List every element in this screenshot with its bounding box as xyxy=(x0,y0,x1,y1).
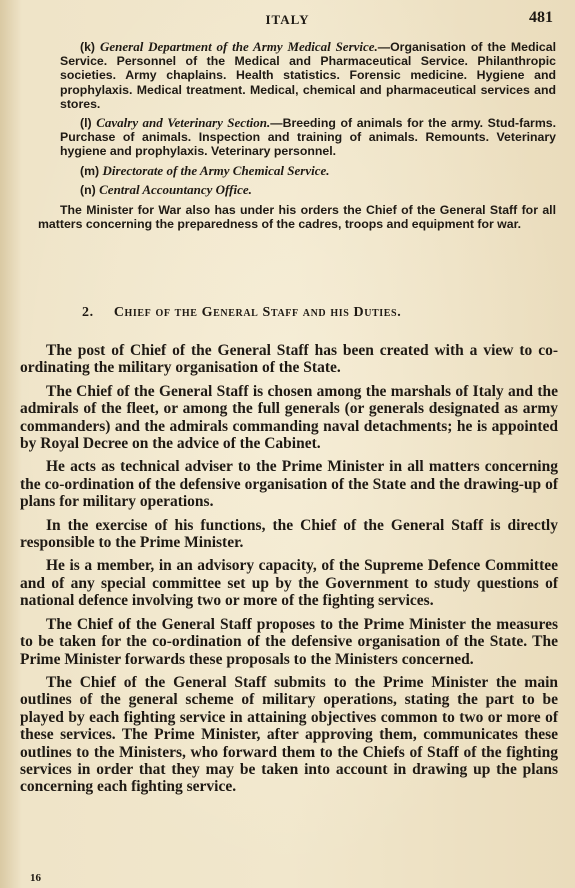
item-title: Directorate of the Army Chemical Service. xyxy=(102,162,330,178)
body-text xyxy=(20,342,558,802)
item-marker: (m) xyxy=(80,163,100,178)
item-marker: (l) xyxy=(80,116,92,131)
item-marker: (k) xyxy=(80,40,96,54)
list-item-k xyxy=(60,40,556,111)
minister-note: The Minister for War also has under his orders the Chief of the General Staff for all matters concerning the preparedness of the cadres, troops and equipment for war. xyxy=(38,203,556,232)
page-number: 481 xyxy=(529,9,553,26)
section-heading xyxy=(82,305,552,321)
paragraph: The Chief of the General Staff proposes to the Prime Minister the measures to be taken for the co-ordination of the defensive organisation of the State. The Prime Minister forwards these proposals to the Ministers concerned. xyxy=(20,615,558,668)
list-item-n xyxy=(60,183,556,197)
list-item-m xyxy=(60,164,556,178)
running-head xyxy=(0,8,575,30)
item-marker: (n) xyxy=(80,182,96,197)
signature-mark: 16 xyxy=(30,872,41,884)
section-number: 2. xyxy=(82,305,94,320)
section-title: Chief of the General Staff and his Duties. xyxy=(113,305,402,320)
item-title: Central Accountancy Office. xyxy=(99,181,252,197)
item-title: General Department of the Army Medical Service. xyxy=(100,39,378,54)
list-item-l xyxy=(60,116,556,159)
paragraph: The Chief of the General Staff submits to the Prime Minister the main outlines of the general scheme of military operations, stating the part to be played by each fighting service in attaining objectives common to two or more of these services. The Prime Minister, after approving them, communicates these outlines to the Ministers, who forward them to the Chiefs of Staff of the fighting services in order that they may be taken into account in drawing up the plans concerning each fighting service. xyxy=(20,673,558,796)
paragraph: The post of Chief of the General Staff has been created with a view to co-ordinating the military organisation of the State. xyxy=(20,342,558,377)
paragraph: He is a member, in an advisory capacity, of the Supreme Defence Committee and of any special committee set up by the Government to study questions of national defence involving two or more of the fighting services. xyxy=(20,557,558,610)
paragraph: In the exercise of his functions, the Chief of the General Staff is directly responsible to the Prime Minister. xyxy=(20,516,558,552)
item-text: —Organisation of the Medical Service. Personnel of the Medical and Pharmaceutical Service. Philanthropic societies. Army chaplains. Health statistics. Forensic medicine. Hygiene and prophylaxis. Medical treatment. Medical, chemical and pharmaceutical services and stores. xyxy=(60,40,556,111)
department-list xyxy=(38,39,557,236)
item-title: Cavalry and Veterinary Section. xyxy=(96,115,271,131)
item-text: —Breeding of animals for the army. Stud-farms. Purchase of animals. Inspection and training of animals. Remounts. Veterinary hygiene and prophylaxis. Veterinary personnel. xyxy=(60,116,557,159)
paragraph: He acts as technical adviser to the Prime Minister in all matters concerning the co-ordination of the defensive organisation of the State and the drawing-up of plans for military operations. xyxy=(20,458,558,511)
paragraph: The Chief of the General Staff is chosen among the marshals of Italy and the admirals of the fleet, or among the full generals (or generals designated as army commanders) and the admirals commanding naval detachments; he is appointed by Royal Decree on the advice of the Cabinet. xyxy=(20,382,558,453)
running-title: ITALY xyxy=(265,12,310,27)
